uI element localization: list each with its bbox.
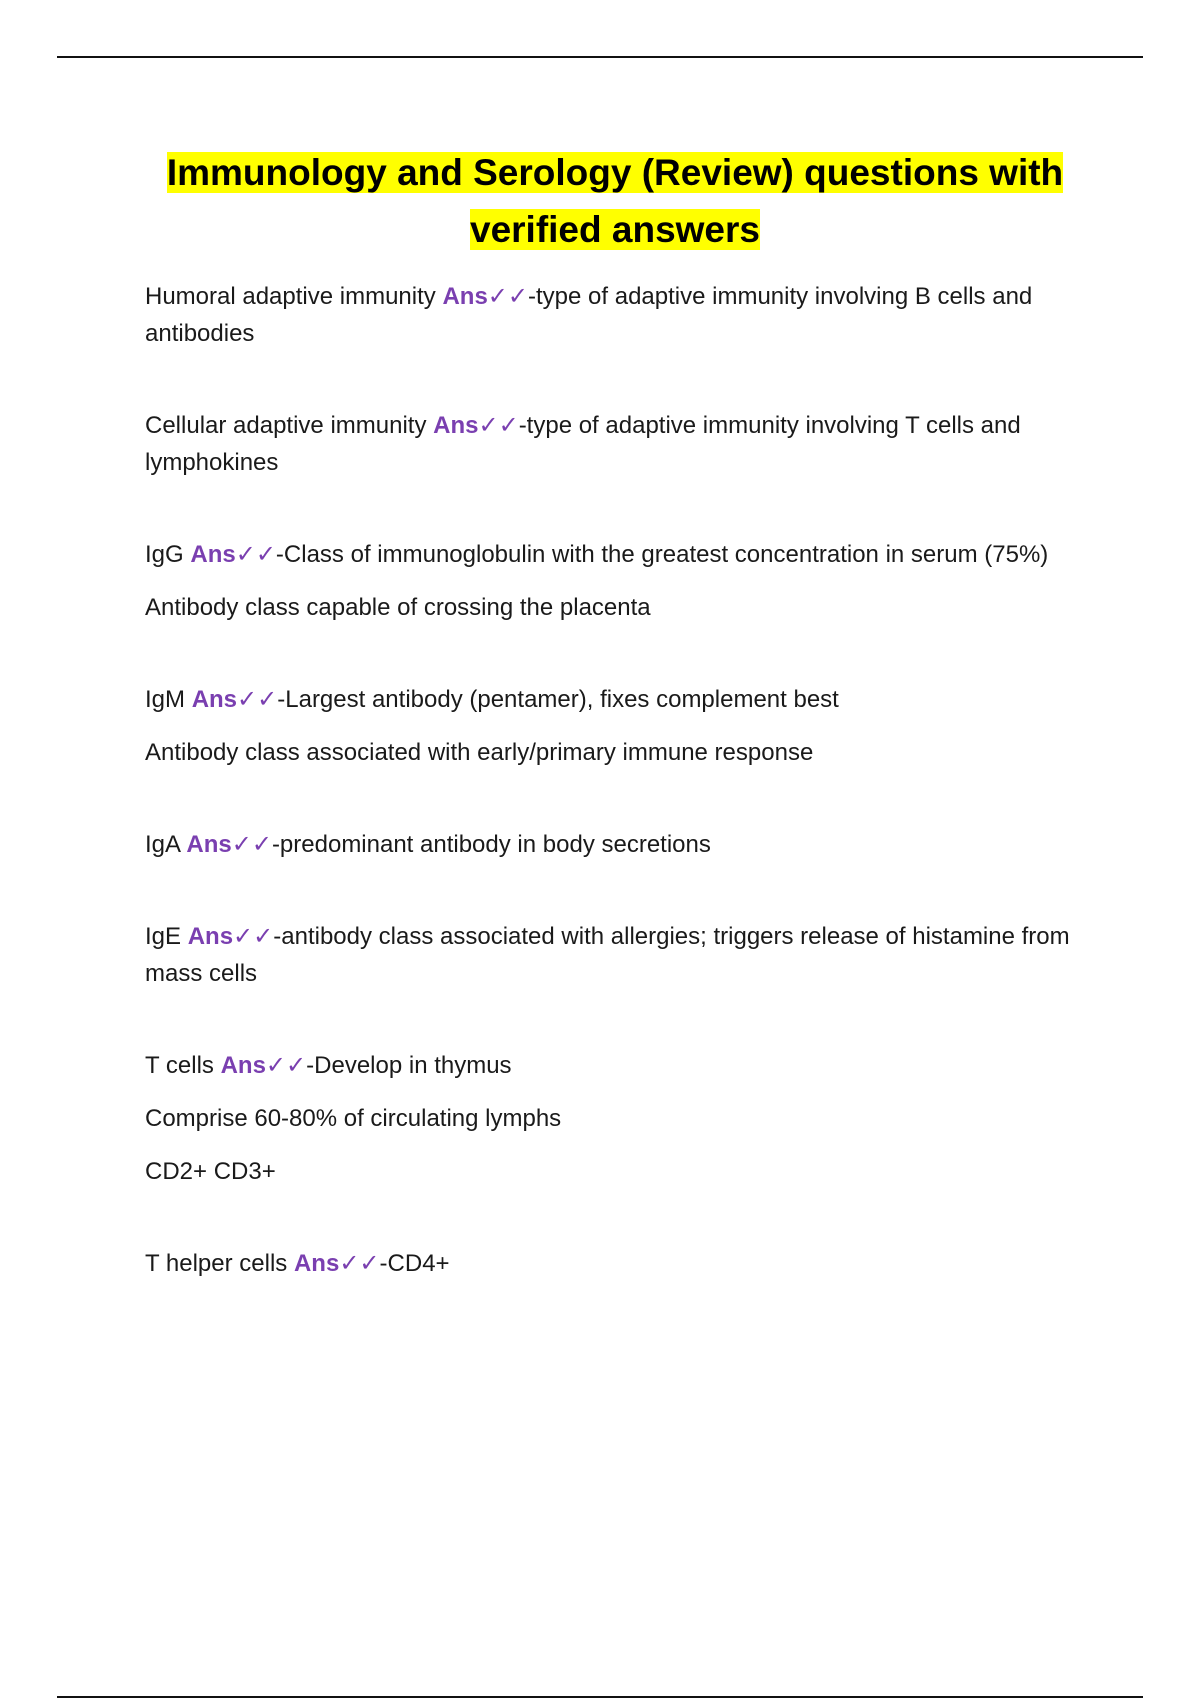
answer-marker: Ans <box>186 831 232 858</box>
footer-rule <box>57 1696 1143 1698</box>
qa-term: IgM <box>145 686 186 713</box>
qa-line <box>145 407 1090 481</box>
qa-item <box>145 536 1090 626</box>
qa-line <box>145 1047 1090 1084</box>
qa-line <box>145 681 1090 718</box>
qa-answer: -type of adaptive immunity involving T cells and lymphokines <box>145 412 1021 476</box>
qa-term: IgA <box>145 831 180 858</box>
qa-item <box>145 681 1090 771</box>
page-title <box>140 144 1090 258</box>
checkmark-icon: ✓✓ <box>265 1052 307 1079</box>
qa-term: IgE <box>145 923 182 950</box>
qa-extra-line: CD2+ CD3+ <box>145 1158 276 1185</box>
answer-marker: Ans <box>293 1250 340 1277</box>
qa-answer: -Largest antibody (pentamer), fixes complement best <box>277 686 839 713</box>
qa-term: Cellular adaptive immunity <box>145 412 427 439</box>
checkmark-icon: ✓✓ <box>478 412 519 439</box>
checkmark-icon: ✓✓ <box>339 1250 380 1277</box>
qa-item <box>145 278 1090 352</box>
qa-extra-line: Comprise 60-80% of circulating lymphs <box>145 1105 562 1132</box>
qa-item <box>145 407 1090 481</box>
qa-answer: -antibody class associated with allergies; triggers release of histamine from mass cells <box>145 923 1070 987</box>
qa-item <box>145 1245 1090 1282</box>
qa-answer: -Class of immunoglobulin with the greatest concentration in serum (75%) <box>275 541 1049 568</box>
qa-item <box>145 1047 1090 1190</box>
qa-item <box>145 918 1090 992</box>
checkmark-icon: ✓✓ <box>231 831 272 858</box>
qa-extra-line: Antibody class capable of crossing the placenta <box>145 594 651 621</box>
checkmark-icon: ✓✓ <box>487 283 529 310</box>
answer-marker: Ans <box>191 686 238 713</box>
checkmark-icon: ✓✓ <box>237 686 278 713</box>
qa-extra-line: Antibody class associated with early/primary immune response <box>145 739 814 766</box>
answer-marker: Ans <box>220 1052 266 1079</box>
qa-list <box>145 278 1090 1337</box>
page-title-highlight: Immunology and Serology (Review) questions with verified answers <box>166 152 1064 250</box>
qa-line <box>145 536 1090 573</box>
qa-term: T cells <box>145 1052 214 1079</box>
qa-line <box>145 826 1090 863</box>
qa-line <box>145 278 1090 352</box>
qa-answer: -type of adaptive immunity involving B cells and antibodies <box>145 283 1033 347</box>
answer-marker: Ans <box>442 283 488 310</box>
qa-answer: -Develop in thymus <box>306 1052 512 1079</box>
qa-term: Humoral adaptive immunity <box>145 283 436 310</box>
checkmark-icon: ✓✓ <box>233 923 274 950</box>
answer-marker: Ans <box>190 541 236 568</box>
qa-term: IgG <box>145 541 184 568</box>
header-rule <box>57 56 1143 58</box>
qa-line <box>145 1245 1090 1282</box>
qa-answer: -CD4+ <box>379 1250 450 1277</box>
qa-line <box>145 918 1090 992</box>
checkmark-icon: ✓✓ <box>235 541 276 568</box>
qa-item <box>145 826 1090 863</box>
qa-answer: -predominant antibody in body secretions <box>271 831 711 858</box>
answer-marker: Ans <box>433 412 479 439</box>
qa-term: T helper cells <box>145 1250 288 1277</box>
answer-marker: Ans <box>187 923 234 950</box>
